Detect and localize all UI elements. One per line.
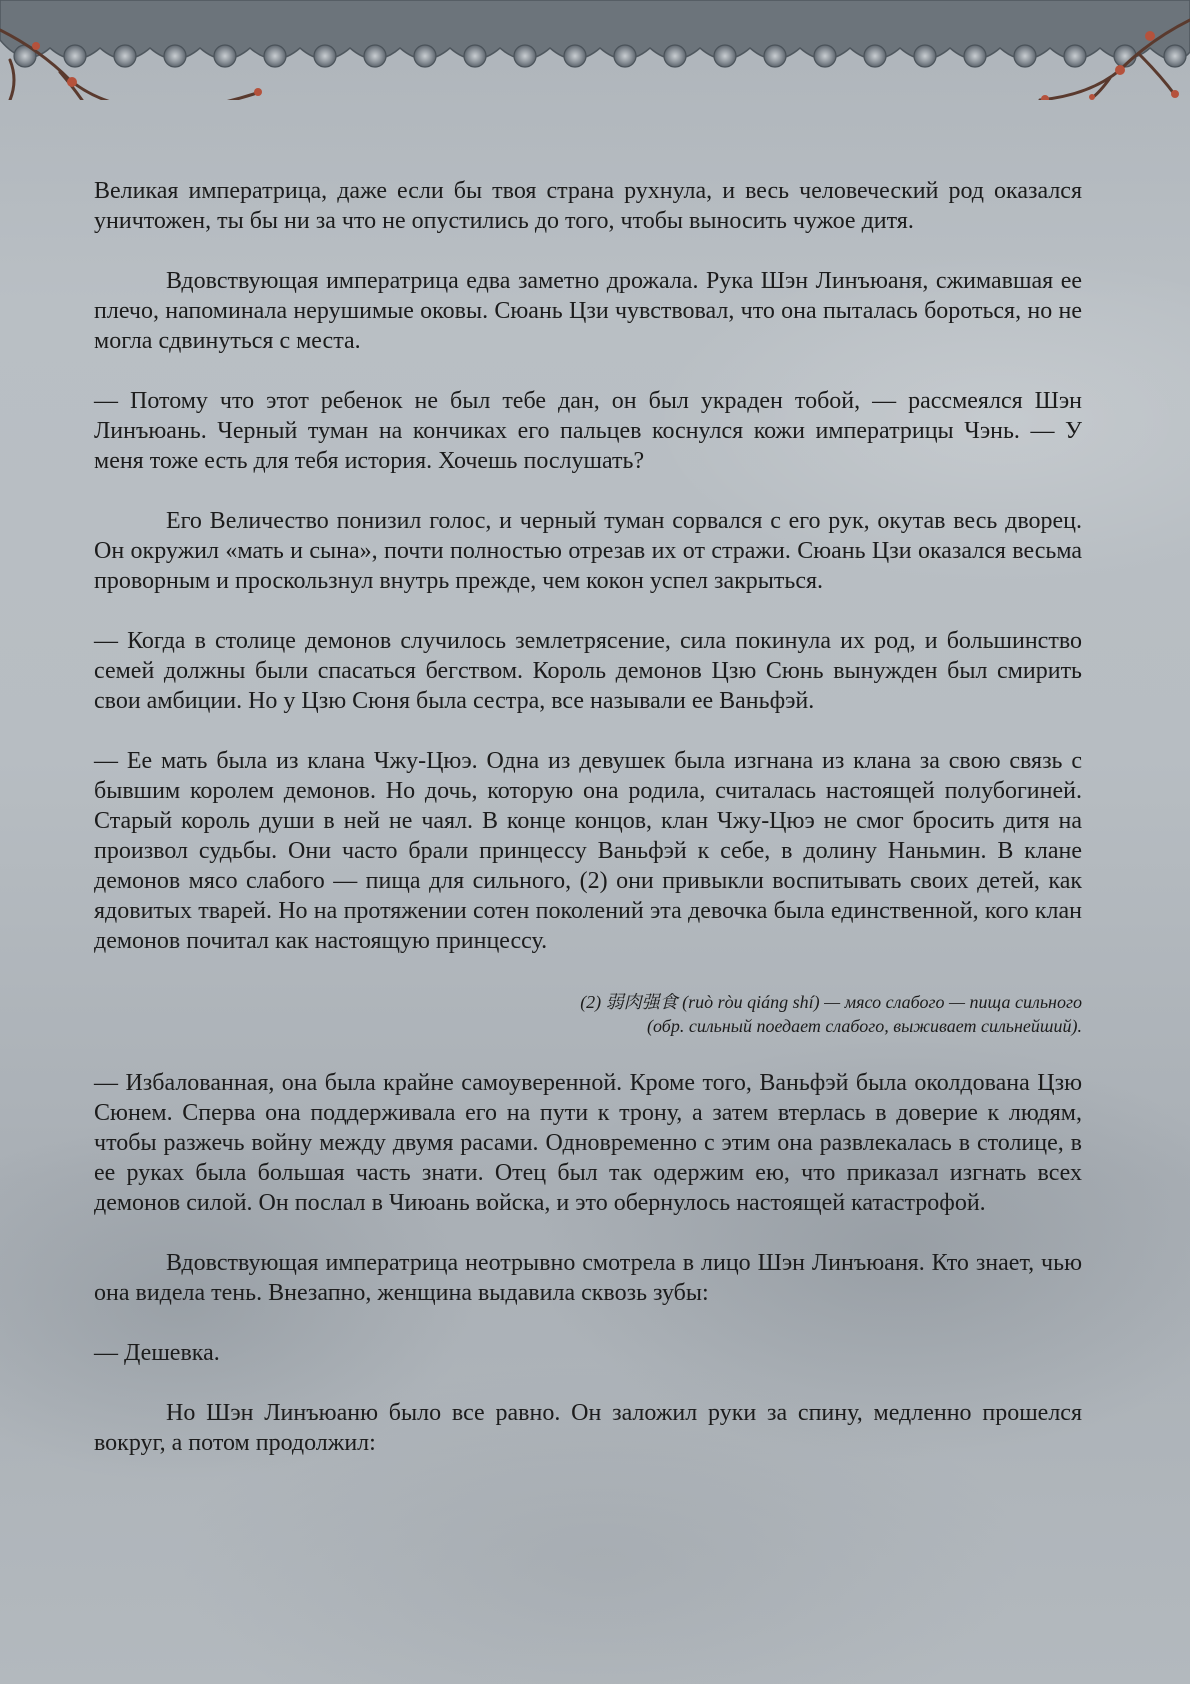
paragraph-2: Вдовствующая императрица едва заметно дрожала. Рука Шэн Линъюаня, сжимавшая ее плечо, напоминала нерушимые оковы. Сюань Цзи чувствовал, что она пыталась бороться, но не могла сдвинуться с места. <box>94 268 1082 354</box>
paragraph-5: — Когда в столице демонов случилось землетрясение, сила покинула их род, и большинство семей должны были спасаться бегством. Король демонов Цзю Сюнь вынужден был смирить свои амбиции. Но у Цзю Сюня была сестра, все называли ее Ваньфэй. <box>94 628 1082 714</box>
paragraph-8: Вдовствующая императрица неотрывно смотрела в лицо Шэн Линъюаня. Кто знает, чью она видела тень. Внезапно, женщина выдавила сквозь зубы: <box>94 1250 1082 1306</box>
paragraph-1: Великая императрица, даже если бы твоя страна рухнула, и весь человеческий род оказался уничтожен, ты бы ни за что не опустились до того, чтобы выносить чужое дитя. <box>94 178 1082 234</box>
footnote <box>94 986 1082 1038</box>
footnote-line-2: (обр. сильный поедает слабого, выживает сильнейший). <box>647 1016 1082 1036</box>
paragraph-3: — Потому что этот ребенок не был тебе дан, он был украден тобой, — рассмеялся Шэн Линъюань. Черный туман на кончиках его пальцев коснулся кожи императрицы Чэнь. — У меня тоже есть для тебя история. Хочешь послушать? <box>94 388 1082 474</box>
footnote-line-1: (2) 弱肉强食 (ruò ròu qiáng shí) — мясо слабого — пища сильного <box>580 992 1082 1012</box>
paragraph-10: Но Шэн Линъюаню было все равно. Он заложил руки за спину, медленно прошелся вокруг, а потом продолжил: <box>94 1400 1082 1456</box>
paragraph-9: — Дешевка. <box>94 1340 220 1366</box>
paragraph-4: Его Величество понизил голос, и черный туман сорвался с его рук, окутав весь дворец. Он окружил «мать и сына», почти полностью отрезав их от стражи. Сюань Цзи оказался весьма проворным и проскользнул внутрь прежде, чем кокон успел закрыться. <box>94 508 1082 594</box>
paragraph-7: — Избалованная, она была крайне самоуверенной. Кроме того, Ваньфэй была околдована Цзю Сюнем. Сперва она поддерживала его на пути к трону, а затем втерлась в доверие к людям, чтобы разжечь войну между двумя расами. Одновременно с этим она развлекалась в столице, в ее руках была большая часть знати. Отец был так одержим ею, что приказал изгнать всех демонов силой. Он послал в Чиюань войска, и это обернулось настоящей катастрофой. <box>94 1070 1082 1216</box>
paragraph-6: — Ее мать была из клана Чжу-Цюэ. Одна из девушек была изгнана из клана за свою связь с бывшим королем демонов. Но дочь, которую она родила, считалась настоящей полубогиней. Старый король души в ней не чаял. В конце концов, клан Чжу-Цюэ не смог бросить дитя на произвол судьбы. Они часто брали принцессу Ваньфэй к себе, в долину Наньмин. В клане демонов мясо слабого — пища для сильного, (2) они привыкли воспитывать своих детей, как ядовитых тварей. Но на протяжении сотен поколений эта девочка была единственной, кого клан демонов почитал как настоящую принцессу. <box>94 748 1082 954</box>
page-body <box>94 176 1082 1488</box>
roof-tiles-decoration <box>0 0 1190 100</box>
